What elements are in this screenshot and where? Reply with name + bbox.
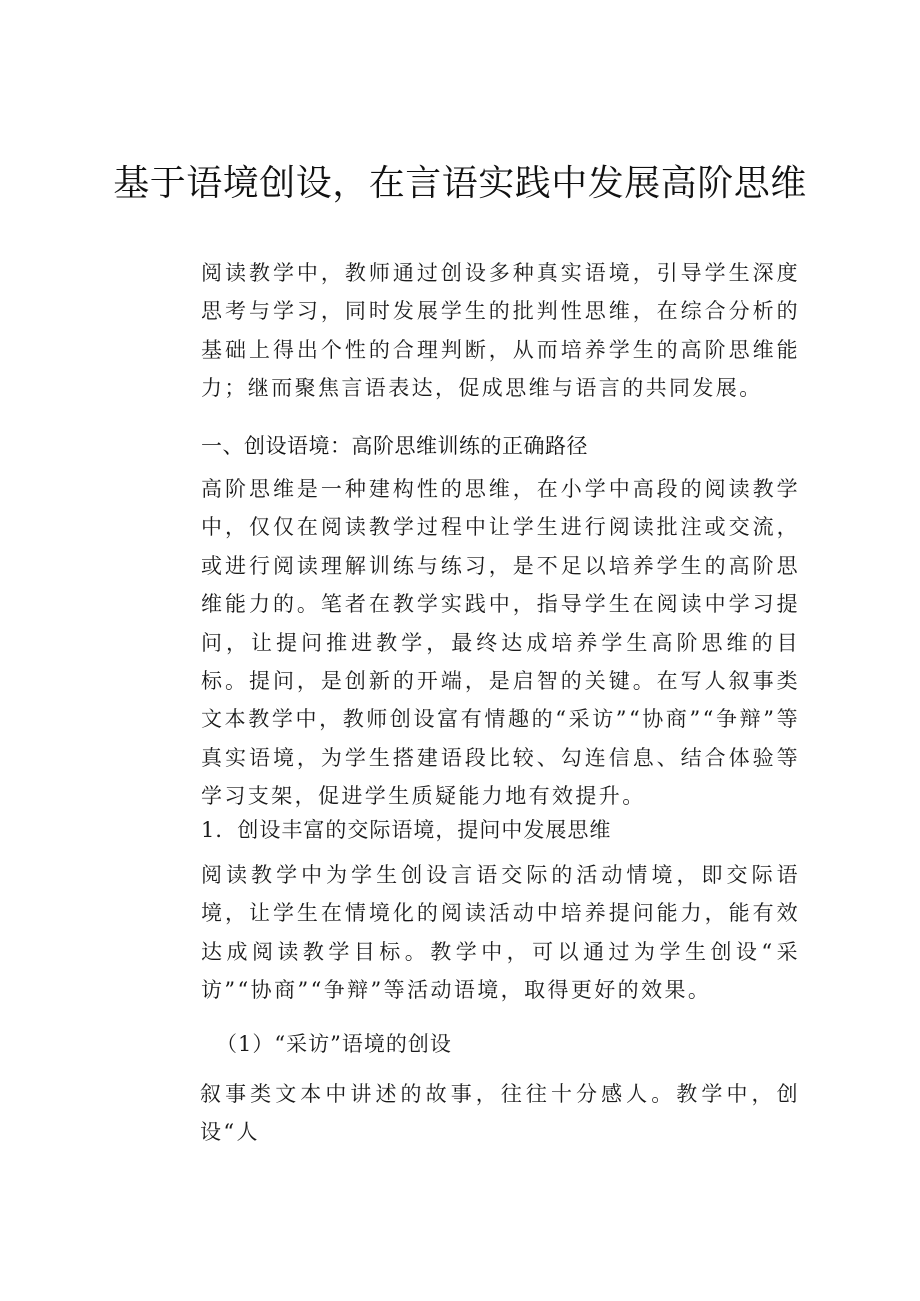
intro-paragraph-text: 阅读教学中，教师通过创设多种真实语境，引导学生深度思考与学习，同时发展学生的批判性思维，在综合分析的基础上得出个性的合理判断，从而培养学生的高阶思维能力；继而聚焦言语表达，促成思维与语言的共同发展。 xyxy=(201,261,800,401)
section-heading: 一、创设语境：高阶思维训练的正确路径 xyxy=(201,434,588,458)
subsection-heading: 1．创设丰富的交际语境，提问中发展思维 xyxy=(201,818,612,842)
section-paragraph-text: 高阶思维是一种建构性的思维，在小学中高段的阅读教学中，仅仅在阅读教学过程中让学生进行阅读批注或交流，或进行阅读理解训练与练习，是不足以培养学生的高阶思维能力的。笔者在教学实践中，指导学生在阅读中学习提问，让提问推进教学，最终达成培养学生高阶思维的目标。提问，是创新的开端，是启智的关键。在写人叙事类文本教学中，教师创设富有情趣的“采访”“协商”“争辩”等真实语境，为学生搭建语段比较、勾连信息、结合体验等学习支架，促进学生质疑能力地有效提升。 xyxy=(201,477,800,809)
subsubsection-heading: （1）“采访”语境的创设 xyxy=(216,1032,452,1056)
subsection-paragraph xyxy=(148,856,800,1010)
document-title: 基于语境创设，在言语实践中发展高阶思维 xyxy=(113,163,807,204)
subsubsection-paragraph: 叙事类文本中讲述的故事，往往十分感人。教学中，创设“人 xyxy=(200,1082,800,1145)
section-paragraph xyxy=(148,470,800,816)
intro-paragraph xyxy=(148,254,800,408)
subsection-paragraph-text: 阅读教学中为学生创设言语交际的活动情境，即交际语境，让学生在情境化的阅读活动中培养提问能力，能有效达成阅读教学目标。教学中，可以通过为学生创设“采访”“协商”“争辩”等活动语境，取得更好的效果。 xyxy=(201,863,800,1003)
